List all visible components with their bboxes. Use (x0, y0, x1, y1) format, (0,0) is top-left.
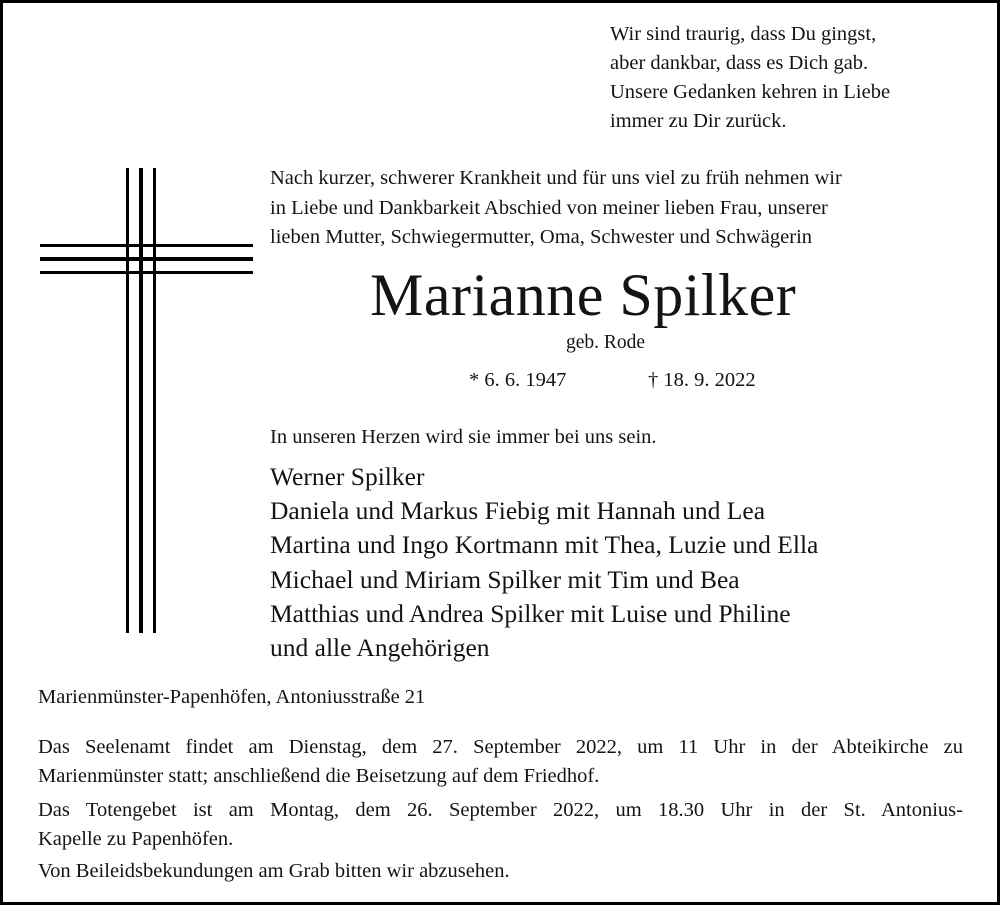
deceased-name: Marianne Spilker (370, 262, 797, 328)
cross-vertical-beam (126, 168, 156, 633)
poem-line: Unsere Gedanken kehren in Liebe (610, 81, 891, 103)
mourner-entry: Matthias und Andrea Spilker mit Luise und Philine (270, 598, 791, 628)
condolence-line: Von Beileidsbekundungen am Grab bitten wir abzusehen. (38, 860, 510, 882)
mourner-entry: Martina und Ingo Kortmann mit Thea, Luzie und Ella (270, 530, 819, 560)
remembrance-line: In unseren Herzen wird sie immer bei uns sein. (270, 426, 657, 448)
poem-line: immer zu Dir zurück. (610, 110, 787, 132)
intro-line: Nach kurzer, schwerer Krankheit und für uns viel zu früh nehmen wir (270, 167, 842, 189)
requiem-line-1: Das Seelenamt findet am Dienstag, dem 27. September 2022, um 11 Uhr in der Abteikirche zu (38, 736, 963, 758)
requiem-notice (38, 733, 963, 790)
cross-icon (40, 168, 255, 636)
mourner-entry: Michael und Miriam Spilker mit Tim und Bea (270, 564, 740, 594)
prayer-notice (38, 796, 963, 853)
intro-line: in Liebe und Dankbarkeit Abschied von meiner lieben Frau, unserer (270, 196, 828, 219)
mourner-entry: und alle Angehörigen (270, 633, 490, 663)
poem-line: Wir sind traurig, dass Du gingst, (610, 23, 877, 45)
prayer-line-1: Das Totengebet ist am Montag, dem 26. September 2022, um 18.30 Uhr in der St. Antonius- (38, 799, 963, 821)
condolence-notice (38, 857, 963, 886)
birth-date: * 6. 6. 1947 (469, 369, 567, 391)
maiden-name: geb. Rode (566, 332, 646, 353)
intro-text (270, 164, 982, 253)
family-address: Marienmünster-Papenhöfen, Antoniusstraße 21 (38, 686, 426, 708)
mourners-list (270, 460, 818, 665)
mourner-entry: Werner Spilker (270, 462, 425, 491)
death-date: † 18. 9. 2022 (648, 369, 756, 391)
intro-line: lieben Mutter, Schwiegermutter, Oma, Schwester und Schwägerin (270, 226, 813, 248)
poem-line: aber dankbar, dass es Dich gab. (610, 52, 869, 74)
prayer-line-2: Kapelle zu Papenhöfen. (38, 827, 234, 850)
mourner-entry: Daniela und Markus Fiebig mit Hannah und Lea (270, 496, 766, 526)
memorial-poem (610, 20, 890, 136)
requiem-line-2: Marienmünster statt; anschließend die Beisetzung auf dem Friedhof. (38, 764, 600, 787)
